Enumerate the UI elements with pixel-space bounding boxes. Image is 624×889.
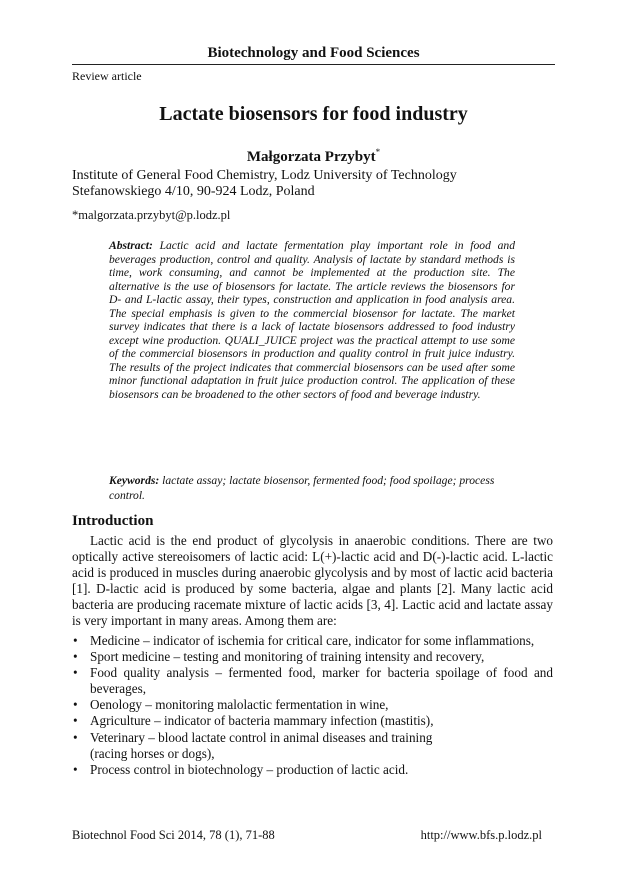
bullet-icon: • [73,665,78,681]
affiliation [72,168,555,200]
footer-citation: Biotechnol Food Sci 2014, 78 (1), 71-88 [72,828,275,842]
list-item: • Medicine – indicator of ischemia for critical care, indicator for some inflammations, [73,633,535,648]
bullet-icon: • [73,729,78,745]
section-heading-introduction: Introduction [72,513,154,529]
footer-url: http://www.bfs.p.lodz.pl [420,828,542,842]
keywords-label: Keywords: [109,474,160,487]
author-email: *malgorzata.przybyt@p.lodz.pl [72,208,231,222]
author-mark: * [375,147,381,157]
header-rule [72,64,555,65]
list-item: • Food quality analysis – fermented food, marker for bacteria spoilage of food and beverages, [73,665,553,697]
application-list [72,633,553,778]
abstract-text: Lactic acid and lactate fermentation play important role in food and beverages production, control and quality. Analysis of lactate by standard methods is time, work consuming, and cannot be implemented at the production site. The alternative is the use of biosensors for lactate. The article reviews the biosensors for D- and L-lactic assay, their types, construction and application in food analysis area. The special emphasis is given to the commercial biosensor for lactate. The market survey indicates that there is a lack of lactate biosensors addressed to food industry except wine production. QUALI_JUICE project was the practical attempt to use some of the commercial biosensors in production and quality control in fruit juice industry. The results of the project indicates that commercial biosensors can be used after some minor functional adaptation in fruit juice production control. The application of these biosensors can be broadened to the other sectors of food and beverage industry. [109,239,516,401]
list-item: • Agriculture – indicator of bacteria mammary infection (mastitis), [73,713,434,729]
author-line [72,143,555,166]
bullet-icon: • [73,697,78,713]
keywords-text: lactate assay; lactate biosensor, fermented food; food spoilage; process control. [109,474,495,502]
keywords [109,473,515,503]
author-name: Małgorzata Przybyt [246,149,376,165]
list-item-continuation: (racing horses or dogs), [90,745,215,761]
journal-header: Biotechnology and Food Sciences [207,45,420,61]
bullet-icon: • [73,713,78,729]
list-item: • Sport medicine – testing and monitoring of training intensity and recovery, [73,649,485,665]
list-item: • Veterinary – blood lactate control in animal diseases and training (racing horses or dogs), [73,729,433,761]
list-item: • Oenology – monitoring malolactic fermentation in wine, [73,697,389,713]
bullet-icon: • [73,761,78,777]
bullet-icon: • [73,633,78,648]
article-type: Review article [72,69,142,83]
abstract-label: Abstract: [109,239,153,252]
affiliation-line-2: Stefanowskiego 4/10, 90-924 Lodz, Poland [72,184,315,199]
bullet-icon: • [73,649,78,665]
affiliation-line-1: Institute of General Food Chemistry, Lodz University of Technology [72,168,457,183]
list-item: • Process control in biotechnology – production of lactic acid. [73,761,409,777]
abstract [109,239,515,401]
intro-paragraph: Lactic acid is the end product of glycolysis in anaerobic conditions. There are two optically active stereoisomers of lactic acid: L(+)-lactic acid and D(-)-lactic acid. L-lactic acid is produced in muscles during anaerobic glycolysis and by most of lactic acid bacteria [1]. D-lactic acid is produced by some bacteria, algae and plants [2]. Many lactic acid bacteria are producing racemate mixture of lactic acids [3, 4]. Lactic acid and lactate assay is very important in many areas. Among them are: [72,533,553,629]
paper-title: Lactate biosensors for food industry [159,103,468,125]
